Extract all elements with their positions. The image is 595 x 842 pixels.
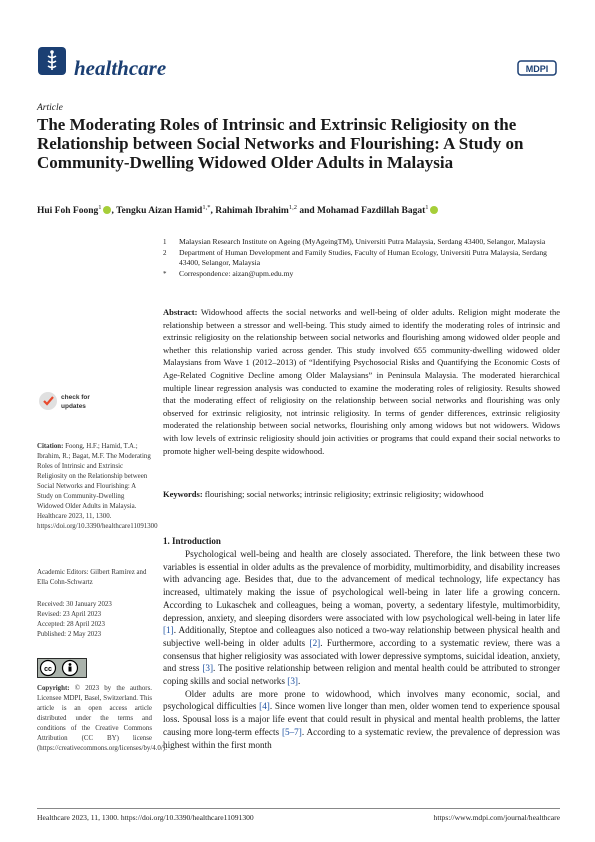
citation-link[interactable]: [4] (259, 701, 270, 712)
citation-link[interactable]: [3] (202, 663, 214, 674)
journal-name: healthcare (74, 56, 167, 80)
article-type: Article (37, 103, 63, 113)
paragraph: Older adults are more prone to widowhood, which involves many economic, social, and psychological difficulties [4]. Since women live longer than men, older women tend to experience spousal loss. Spousal loss is a major life event that could result in physical and mental health problems, the latter causing more long-term effects [5–7]. According to a systematic review, the prevalence of depression was highest within the first month (163, 688, 560, 750)
section-heading: 1. Introduction (163, 536, 221, 546)
citation-link[interactable]: [5–7] (281, 726, 302, 737)
mdpi-logo (517, 58, 557, 78)
author-name[interactable]: Tengku Aizan Hamid (116, 206, 203, 217)
academic-editors: Academic Editors: Gilbert Ramírez and Ella Cohn-Schwartz (37, 569, 147, 586)
affiliation: 2 Department of Human Development and Family Studies, Faculty of Human Ecology, Universiti Putra Malaysia, Serdang 43400, Selangor, Malaysia (163, 247, 547, 267)
author-name[interactable]: Hui Foh Foong (37, 206, 99, 217)
journal-logo-icon (37, 46, 67, 76)
article-dates (37, 600, 152, 640)
citation-block: Citation: Foong, H.F.; Hamid, T.A.; Ibrahim, R.; Bagat, M.F. The Moderating Roles of Intrinsic and Extrinsic Religiosity on the Relationship between Social Networks and Flourishing: A Study on Community-Dwelling Widowed Older Adults in Malaysia. Healthcare 2023, 11, 1300. https://doi.org/10.3390/healthcare11091300 (37, 443, 158, 530)
copyright-notice: Copyright: © 2023 by the authors. Licensee MDPI, Basel, Switzerland. This article is an open access article distributed under the terms and conditions of the Creative Commons Attribution (CC BY) license (https://creativecommons.org/licenses/by/4.0/). (37, 685, 167, 752)
author-list: Hui Foh Foong$^1$ , Tengku Aizan Hamid$^{1,*}$, Rahimah Ibrahim$^{1,2}$ and Mohamad Fazdillah Bagat$^1$ (37, 204, 567, 216)
article-title: The Moderating Roles of Intrinsic and Extrinsic Religiosity on the Relationship between Social Networks and Flourishing: A Study on Community-Dwelling Widowed Older Adults in Malaysia (37, 115, 524, 172)
revised-date: Revised: 23 April 2023 (37, 611, 102, 618)
published-date: Published: 2 May 2023 (37, 631, 102, 638)
received-date: Received: 30 January 2023 (37, 601, 112, 608)
orcid-icon[interactable] (103, 206, 111, 214)
accepted-date: Accepted: 28 April 2023 (37, 621, 105, 628)
cc-by-license-icon[interactable] (37, 658, 87, 678)
svg-text:cc: cc (44, 666, 52, 673)
orcid-icon[interactable] (430, 206, 438, 214)
correspondence: * Correspondence: aizan@upm.edu.my (163, 268, 294, 278)
affiliations (163, 237, 558, 279)
body-text (163, 548, 560, 751)
footer-divider (37, 808, 560, 809)
svg-text:MDPI: MDPI (525, 64, 549, 74)
keywords: Keywords: flourishing; social networks; intrinsic religiosity; extrinsic religiosity; widowhood (163, 489, 484, 499)
abstract: Abstract: Widowhood affects the social networks and well-being of older adults. Religion might moderate the relationship between a stressor and well-being. This study aimed to identify the moderating roles of intrinsic and extrinsic religiosity on the relationship between social networks and flourishing among widowed older people and whether this relationship varied across gender. This study involved 655 community-dwelling widowed older Malaysians from Wave 1 (2012–2013) of “Identifying Psychosocial Risks and Quantifying the Economic Costs of Age-Related Cognitive Decline among Older Malaysians” in Peninsula Malaysia. The moderated hierarchical multiple linear regression analysis was conducted to examine the moderating roles of religiosity. Results showed that the moderating effect of religiosity on the relationship between social networks and flourishing was only observed for extrinsic religiosity, not intrinsic religiosity. In terms of gender differences, extrinsic religiosity moderated the relationship between social networks, flourishing only among widows but not widowers. Widows with low levels of extrinsic religiosity should join activities or programs that could expand their social networks to promote higher well-being despite widowhood. (163, 307, 560, 456)
author-name[interactable]: Rahimah Ibrahim (215, 206, 289, 217)
check-for-updates-badge[interactable] (37, 388, 107, 414)
citation-link[interactable]: [3] (287, 676, 298, 687)
author-name[interactable]: Mohamad Fazdillah Bagat (317, 206, 426, 217)
journal-url-link[interactable]: https://www.mdpi.com/journal/healthcare (433, 813, 560, 822)
citation-link[interactable]: [1] (163, 625, 174, 636)
citation-link[interactable]: [2] (309, 637, 321, 648)
affiliation: 1 Malaysian Research Institute on Ageing (MyAgeingTM), Universiti Putra Malaysia, Serdang 43400, Selangor, Malaysia (163, 237, 546, 246)
svg-text:updates: updates (61, 403, 86, 410)
svg-text:check for: check for (61, 394, 90, 401)
page-footer (37, 813, 560, 822)
paragraph: Psychological well-being and health are closely associated. Therefore, the link between these two variables is essential in older adults as the prevalence of morbidity, multimorbidity, and disability increases with advancing age. Besides that, due to the advancement of medical technology, life expectancy has increased, ultimately making the issue of psychological well-being in later life a growing concern. According to Lukaschek and colleagues, being a woman, poverty, a sedentary lifestyle, multimorbidity, depression, anxiety, and sleeping disorders were associated with low psychological well-being in later life [1]. Additionally, Steptoe and colleagues also noticed a two-way relationship between physical health and subjective well-being in older adults [2]. Furthermore, according to a systematic review, there was a consensus that higher religiosity was associated with lower depressive symptoms, suicidal ideation, anxiety, and stress [3]. The positive relationship between religion and mental health could be attributed to stronger coping skills and social networks [3]. (163, 549, 561, 687)
footer-citation: Healthcare 2023, 11, 1300. https://doi.org/10.3390/healthcare11091300 (37, 813, 254, 822)
